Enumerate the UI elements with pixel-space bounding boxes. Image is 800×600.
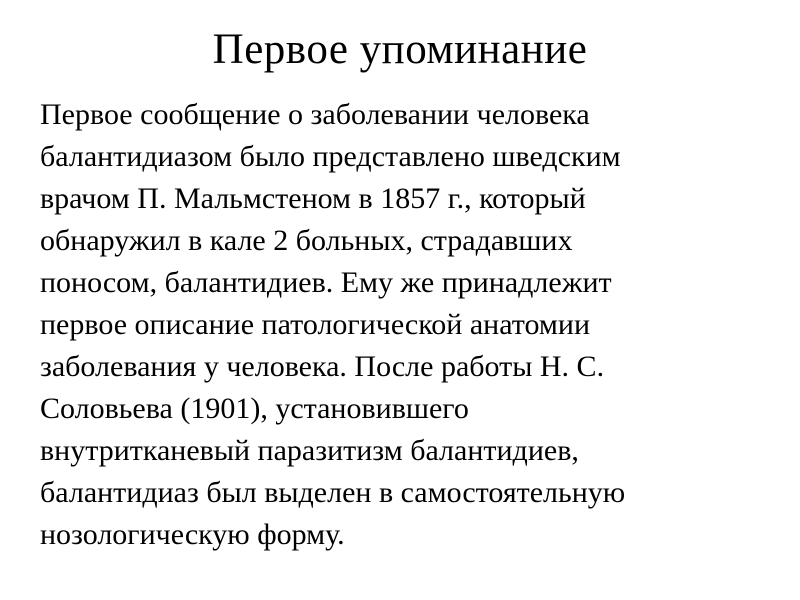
body-line: Первое сообщение о заболевании человека — [40, 98, 590, 131]
body-line: обнаружил в кале 2 больных, страдавших — [40, 224, 573, 257]
body-line: балантидиазом было представлено шведским — [40, 140, 621, 173]
body-line: поносом, балантидиев. Ему же принадлежит — [40, 266, 612, 299]
body-line: врачом П. Мальмстеном в 1857 г., который — [40, 182, 586, 215]
body-line: заболевания у человека. После работы Н. С. — [40, 350, 605, 383]
body-line: нозологическую форму. — [40, 518, 345, 551]
body-line: Соловьева (1901), установившего — [40, 392, 469, 425]
body-line: балантидиаз был выделен в самостоятельную — [40, 476, 626, 509]
slide-body-text — [40, 94, 770, 556]
body-line: первое описание патологической анатомии — [40, 308, 591, 341]
slide-title: Первое упоминание — [212, 26, 588, 73]
body-line: внутритканевый паразитизм балантидиев, — [40, 434, 579, 467]
